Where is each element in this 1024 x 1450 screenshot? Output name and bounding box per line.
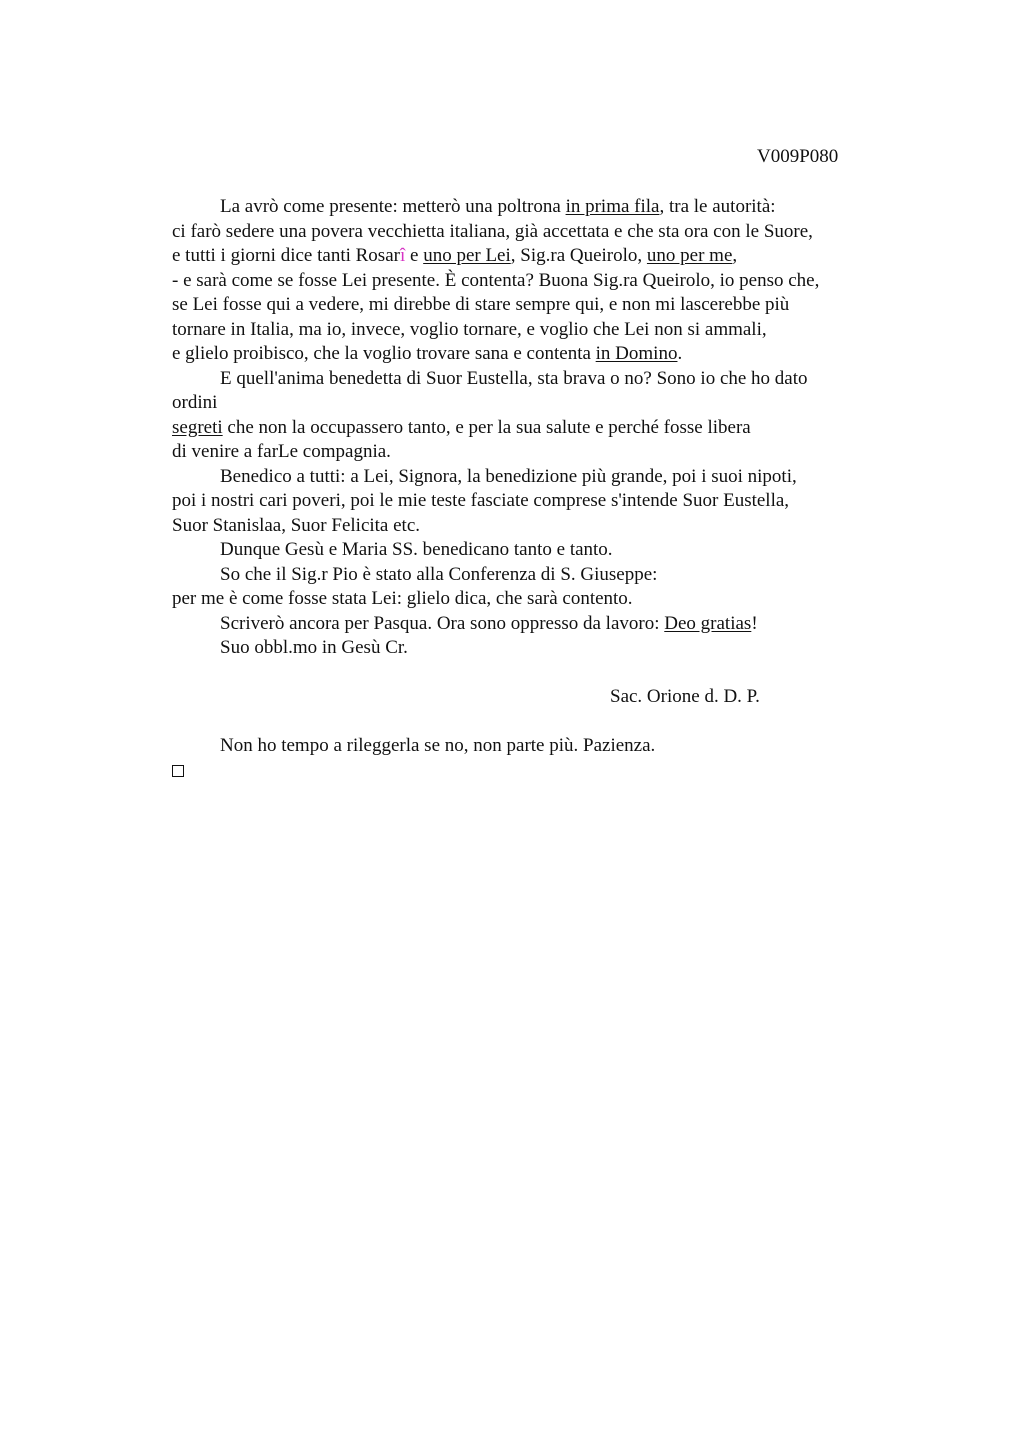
text-line: per me è come fosse stata Lei: glielo dica, che sarà contento.: [172, 588, 633, 609]
text-run: e: [405, 245, 424, 266]
postscript: Non ho tempo a rileggerla se no, non parte più. Pazienza.: [220, 735, 656, 756]
text-run: !: [751, 612, 758, 634]
text-line: E quell'anima benedetta di Suor Eustella, sta brava o no? Sono io che ho dato: [220, 367, 808, 389]
text-run: .: [677, 343, 683, 364]
checkbox-line: [172, 759, 892, 784]
text-line: ordini: [172, 392, 218, 413]
text-run: , Sig.ra Queirolo,: [510, 245, 647, 266]
text-line: [172, 342, 892, 367]
blank-line: [172, 661, 892, 686]
text-run: che non la occupassero tanto, e per la sua salute e perché fosse libera: [222, 416, 751, 438]
text-run: e tutti i giorni dice tanti Rosar: [172, 245, 400, 266]
text-line: So che il Sig.r Pio è stato alla Conferenza di S. Giuseppe:: [220, 563, 658, 585]
text-line: [172, 612, 892, 637]
document-code: V009P080: [757, 146, 839, 167]
text-line: tornare in Italia, ma io, invece, voglio tornare, e voglio che Lei non si ammali,: [172, 318, 767, 340]
text-run: Scriverò ancora per Pasqua. Ora sono oppresso da lavoro:: [220, 612, 665, 634]
underlined-text: Deo gratias: [664, 612, 752, 634]
text-run: ,: [732, 245, 738, 266]
checkbox-icon: [172, 765, 184, 777]
text-line: [172, 244, 892, 269]
text-run: e glielo proibisco, che la voglio trovare sana e contenta: [172, 343, 596, 364]
underlined-text: in Domino: [595, 343, 678, 364]
blank-line: [172, 710, 892, 735]
text-line: di venire a farLe compagnia.: [172, 441, 391, 462]
text-line: poi i nostri cari poveri, poi le mie teste fasciate comprese s'intende Suor Eustella,: [172, 490, 790, 511]
underlined-text: in prima fila: [565, 196, 660, 217]
closing-line: Suo obbl.mo in Gesù Cr.: [220, 637, 408, 658]
signature: Sac. Orione d. D. P.: [610, 686, 760, 707]
text-line: - e sarà come se fosse Lei presente. È contenta? Buona Sig.ra Queirolo, io penso che,: [172, 269, 820, 291]
letter-body: [172, 195, 892, 783]
text-run: La avrò come presente: metterò una poltrona: [220, 196, 566, 217]
highlighted-character: î: [399, 245, 406, 266]
underlined-text: segreti: [172, 416, 223, 438]
text-line: Suor Stanislaa, Suor Felicita etc.: [172, 514, 421, 536]
text-line: Benedico a tutti: a Lei, Signora, la benedizione più grande, poi i suoi nipoti,: [220, 465, 797, 487]
text-line: ci farò sedere una povera vecchietta italiana, già accettata e che sta ora con le Suore,: [172, 220, 813, 242]
underlined-text: uno per me: [646, 245, 733, 266]
text-line: se Lei fosse qui a vedere, mi direbbe di stare sempre qui, e non mi lascerebbe più: [172, 294, 790, 315]
text-line: Dunque Gesù e Maria SS. benedicano tanto e tanto.: [220, 539, 613, 560]
text-line: [172, 195, 892, 220]
text-line: [172, 416, 892, 441]
underlined-text: uno per Lei: [423, 245, 511, 266]
text-run: , tra le autorità:: [659, 196, 776, 217]
